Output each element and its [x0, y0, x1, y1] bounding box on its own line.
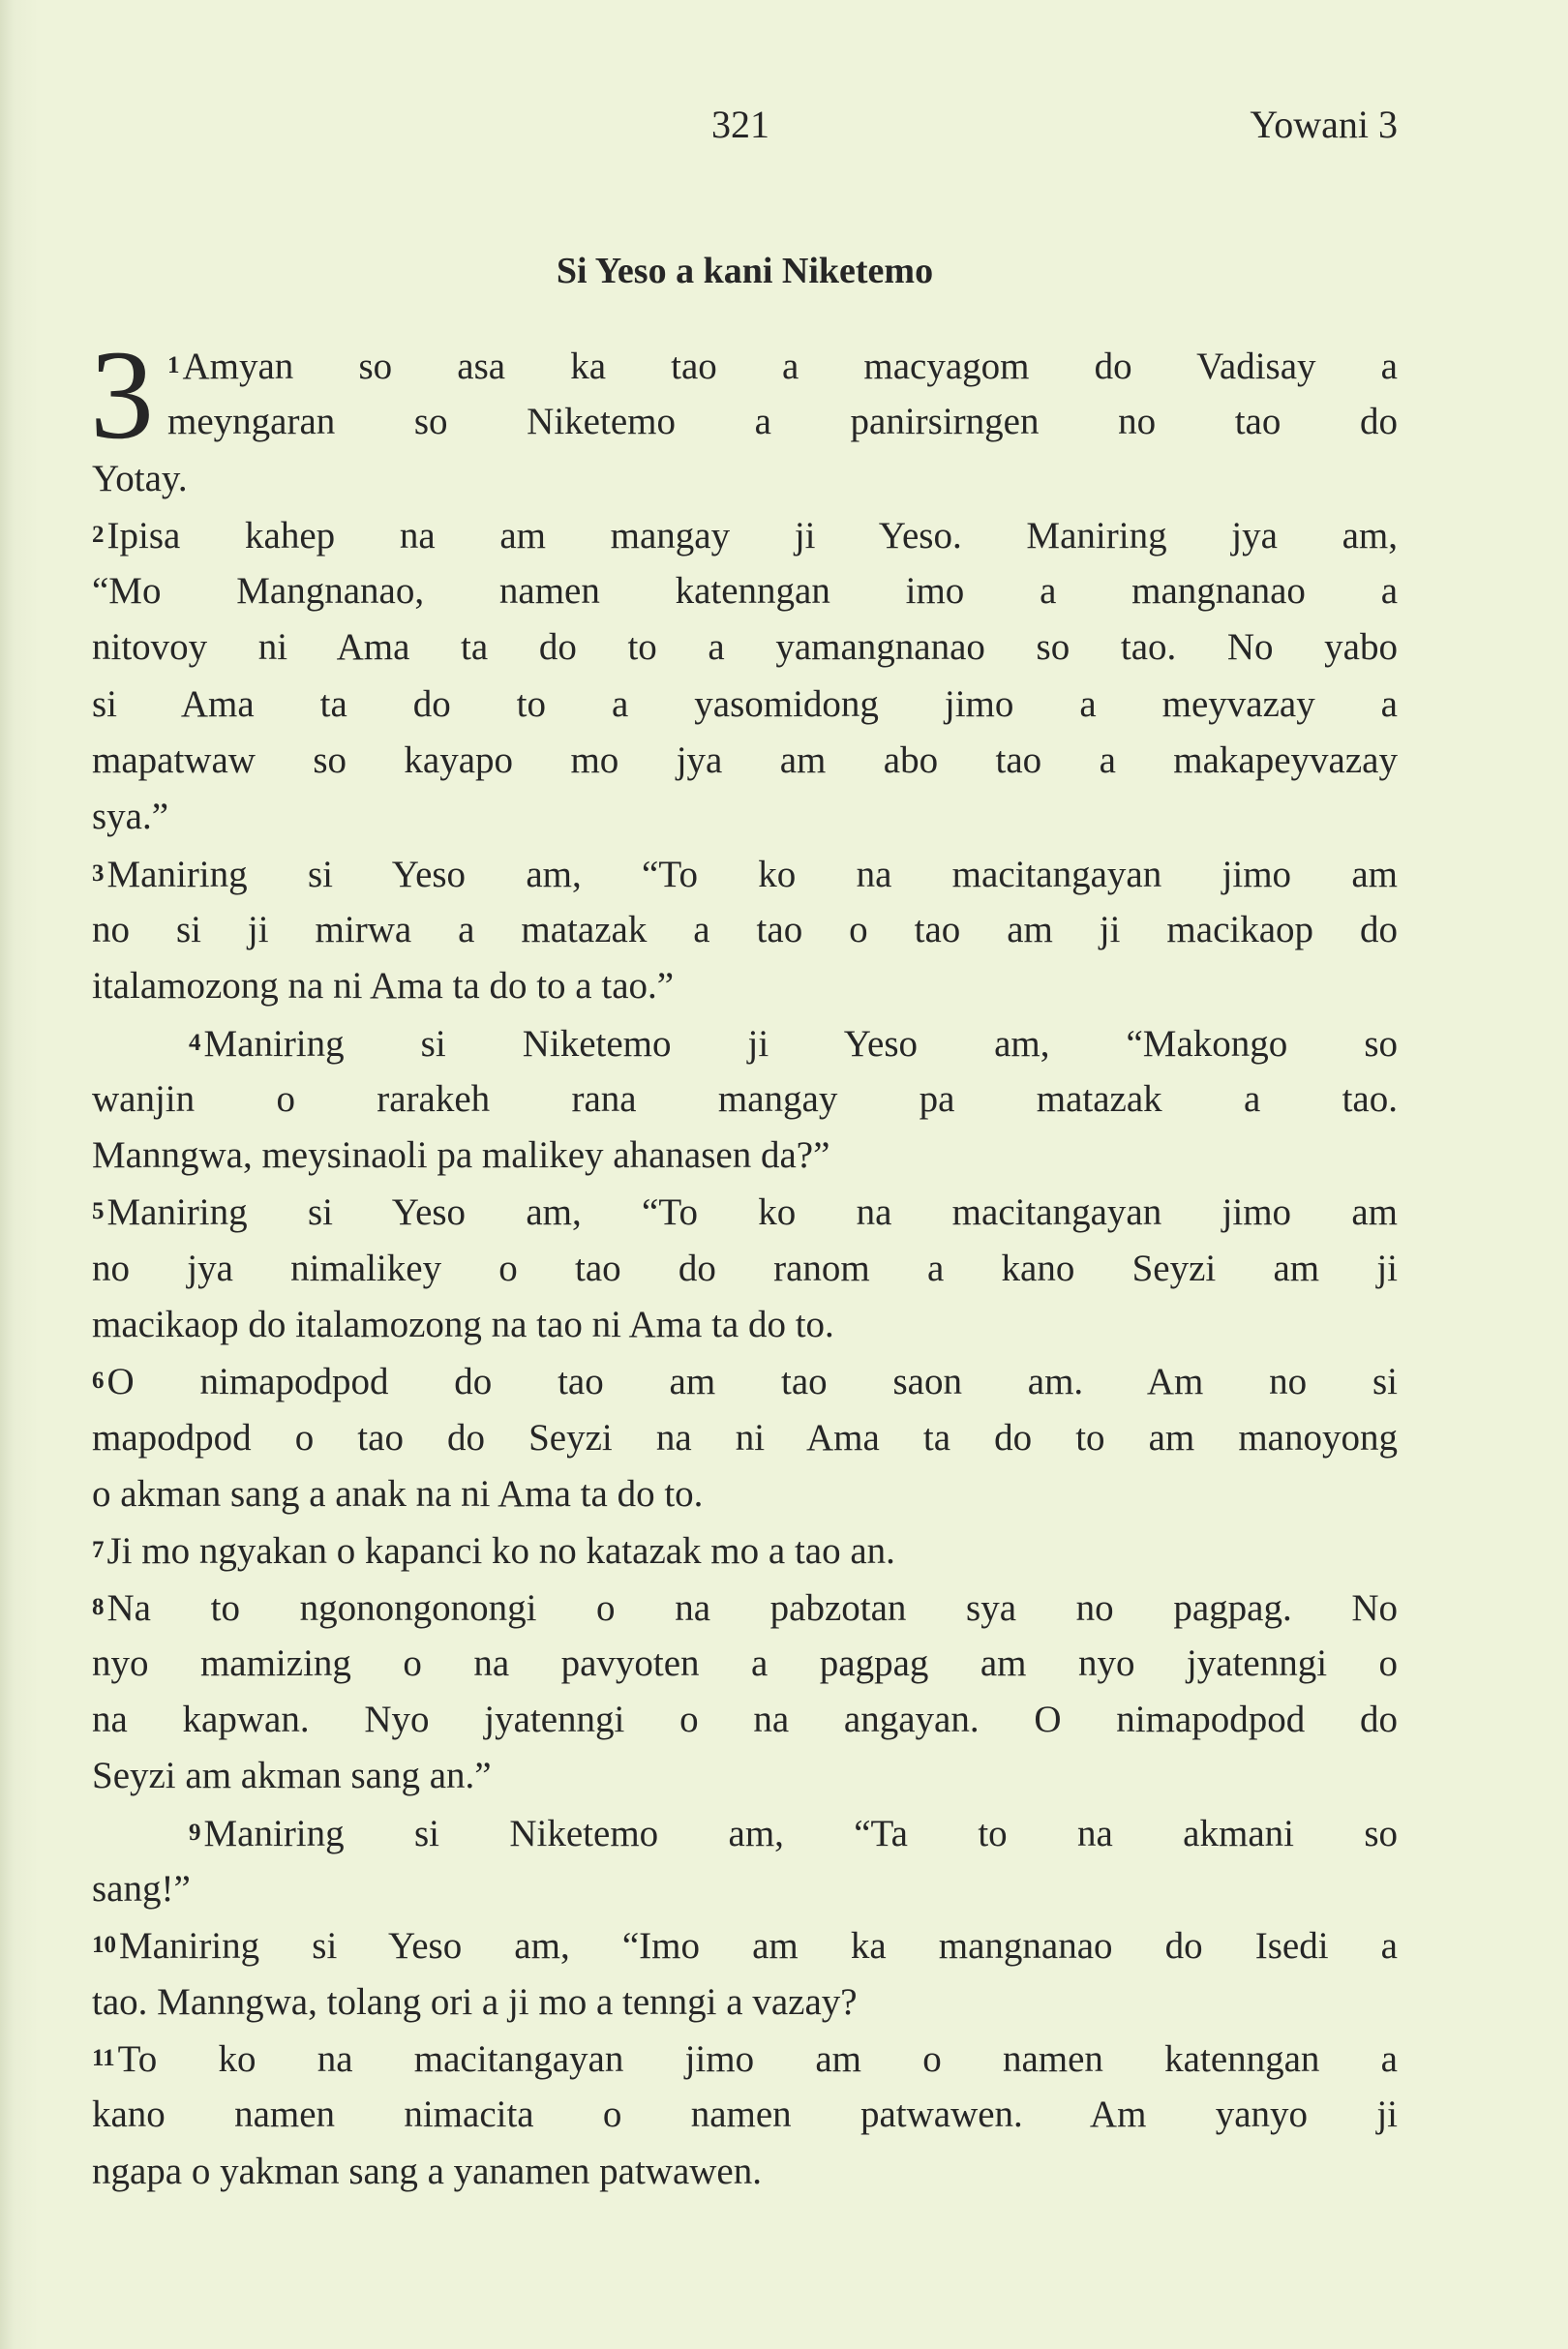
verse-number: 9 — [189, 1819, 201, 1846]
line-text: nitovoy ni Ama ta do to a yamangnanao so tao. No yabo — [92, 626, 1398, 669]
text-line — [92, 1466, 1398, 1522]
line-text: mapatwaw so kayapo mo jya am abo tao a makapeyvazay — [92, 739, 1398, 782]
text-line — [92, 1241, 1398, 1297]
running-head: Yowani 3 — [1250, 103, 1398, 146]
text-line — [92, 2144, 1398, 2200]
text-line — [92, 563, 1398, 619]
line-text: Yotay. — [92, 457, 188, 499]
verse-5 — [92, 1184, 1398, 1353]
text-line — [92, 1636, 1398, 1692]
verse-number: 3 — [92, 859, 105, 887]
page-number: 321 — [711, 103, 769, 146]
text-line — [92, 2087, 1398, 2143]
line-text: Maniring si Niketemo ji Yeso am, “Makongo so — [203, 1022, 1398, 1065]
verse-7 — [92, 1522, 1398, 1579]
line-text: Maniring si Yeso am, “Imo am ka mangnanao do Isedi a — [119, 1925, 1398, 1968]
text-line — [92, 1071, 1398, 1128]
line-text: Manngwa, meysinaoli pa malikey ahanasen da?” — [92, 1134, 830, 1177]
line-text: “Mo Mangnanao, namen katenngan imo a mangnanao a — [92, 570, 1398, 613]
verse-8 — [92, 1580, 1398, 1805]
verse-2 — [92, 507, 1398, 846]
verse-9 — [92, 1805, 1398, 1918]
text-line — [92, 1580, 1398, 1636]
line-text: Ipisa kahep na am mangay ji Yeso. Maniring jya am, — [106, 514, 1398, 557]
text-line — [92, 1353, 1398, 1409]
verse-6 — [92, 1353, 1398, 1522]
text-line — [167, 338, 1398, 394]
verse-4 — [92, 1015, 1398, 1185]
line-text: si Ama ta do to a yasomidong jimo a meyvazay a — [92, 682, 1398, 725]
line-text: macikaop do italamozong na tao ni Ama ta do to. — [92, 1304, 834, 1346]
line-text: Maniring si Yeso am, “To ko na macitangayan jimo am — [106, 853, 1398, 895]
verse-number: 11 — [92, 2044, 115, 2071]
line-text: Maniring si Yeso am, “To ko na macitangayan jimo am — [106, 1191, 1398, 1234]
verse-number: 7 — [92, 1537, 105, 1564]
text-line — [92, 677, 1398, 733]
text-line — [92, 1128, 1398, 1184]
chapter-drop-cap: 3 — [90, 323, 154, 466]
line-text: meyngaran so Niketemo a panirsirngen no tao do — [167, 401, 1398, 443]
text-line — [92, 1297, 1398, 1353]
verse-11 — [92, 2031, 1398, 2200]
verse-number: 4 — [189, 1029, 201, 1056]
line-text: o akman sang a anak na ni Ama ta do to. — [92, 1472, 704, 1515]
verse-10 — [92, 1917, 1398, 2031]
line-text: kano namen nimacita o namen patwawen. Am yanyo ji — [92, 2093, 1398, 2136]
text-line — [92, 789, 1398, 845]
text-line — [167, 394, 1398, 450]
text-line — [92, 733, 1398, 789]
line-text: mapodpod o tao do Seyzi na ni Ama ta do to am manoyong — [92, 1416, 1398, 1459]
text-line — [92, 1692, 1398, 1748]
line-text: na kapwan. Nyo jyatenngi o na angayan. O nimapodpod do — [92, 1699, 1398, 1741]
verse-3 — [92, 846, 1398, 1015]
verse-number: 5 — [92, 1198, 105, 1225]
text-line — [189, 1015, 1398, 1071]
line-text: Na to ngonongonongi o na pabzotan sya no pagpag. No — [106, 1586, 1398, 1629]
text-line — [92, 1184, 1398, 1240]
scripture-text — [90, 323, 1398, 2200]
text-line — [92, 1974, 1398, 2031]
text-line — [92, 1522, 1398, 1579]
line-text: tao. Manngwa, tolang ori a ji mo a tenngi a vazay? — [92, 1980, 858, 2023]
text-line — [92, 2031, 1398, 2087]
verse-number: 8 — [92, 1593, 105, 1620]
text-line — [92, 846, 1398, 902]
section-title: Si Yeso a kani Niketemo — [556, 251, 934, 291]
line-text: wanjin o rarakeh rana mangay pa matazak a tao. — [92, 1077, 1398, 1120]
text-line — [189, 1805, 1398, 1861]
text-line — [92, 958, 1398, 1014]
line-text: ngapa o yakman sang a yanamen patwawen. — [92, 2150, 762, 2192]
text-line — [92, 902, 1398, 958]
line-text: O nimapodpod do tao am tao saon am. Am no si — [106, 1361, 1398, 1403]
text-line — [92, 1748, 1398, 1804]
line-text: To ko na macitangayan jimo am o namen katenngan a — [117, 2037, 1398, 2080]
text-line — [92, 507, 1398, 563]
line-text: no si ji mirwa a matazak a tao o tao am ji macikaop do — [92, 908, 1398, 950]
line-text: no jya nimalikey o tao do ranom a kano Seyzi am ji — [92, 1247, 1398, 1289]
verse-1 — [90, 323, 1398, 507]
line-text: Amyan so asa ka tao a macyagom do Vadisay a — [182, 346, 1398, 387]
line-text: nyo mamizing o na pavyoten a pagpag am nyo jyatenngi o — [92, 1641, 1398, 1684]
text-line — [92, 1917, 1398, 1973]
text-line — [92, 451, 1398, 507]
verse-number: 10 — [92, 1932, 116, 1959]
line-text: Maniring si Niketemo am, “Ta to na akmani so — [203, 1812, 1398, 1854]
line-text: sang!” — [92, 1868, 191, 1911]
verse-number: 2 — [92, 521, 105, 548]
line-text: sya.” — [92, 796, 169, 838]
text-line — [92, 619, 1398, 676]
line-text: Ji mo ngyakan o kapanci ko no katazak mo a tao an. — [106, 1530, 895, 1573]
verse-number: 1 — [167, 352, 180, 378]
text-line — [92, 1861, 1398, 1917]
verse-number: 6 — [92, 1368, 105, 1395]
line-text: Seyzi am akman sang an.” — [92, 1755, 492, 1797]
line-text: italamozong na ni Ama ta do to a tao.” — [92, 965, 675, 1008]
text-line — [92, 1410, 1398, 1466]
